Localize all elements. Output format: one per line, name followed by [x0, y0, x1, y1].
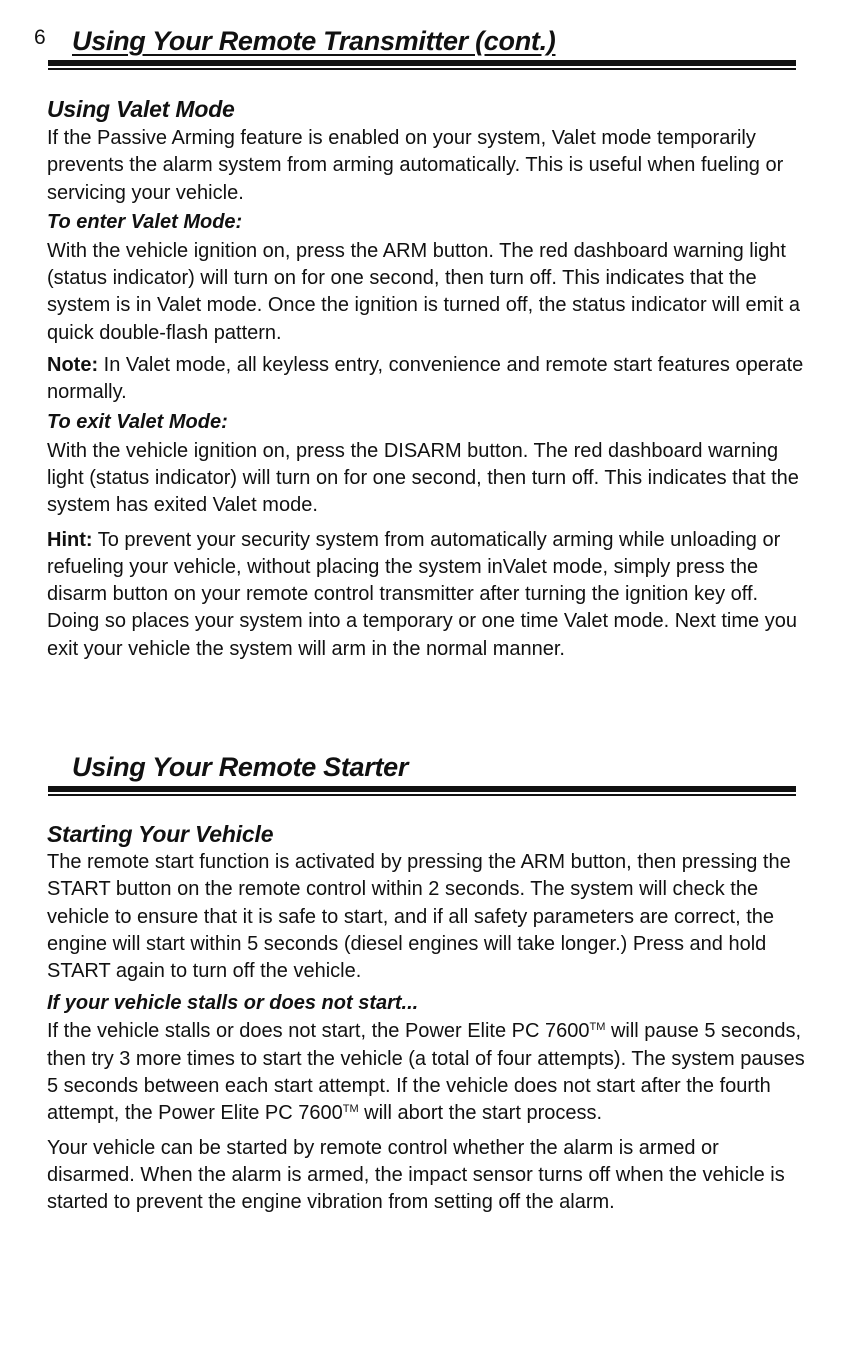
hint-label: Hint:: [47, 528, 93, 551]
stall-text-part-3: will abort the start process.: [358, 1102, 603, 1125]
note-text: In Valet mode, all keyless entry, convenience and remote start features operate normally.: [47, 354, 804, 404]
valet-intro: If the Passive Arming feature is enabled on your system, Valet mode temporarily prevents the alarm system from arming automatically. This is useful when fueling or servicing your vehicle.: [47, 127, 784, 204]
armed-text: Your vehicle can be started by remote control whether the alarm is armed or disarmed. When the alarm is armed, the impact sensor turns off when the vehicle is started to prevent the engine vibration from setting off the alarm.: [47, 1136, 785, 1214]
page-title: Using Your Remote Transmitter (cont.): [72, 26, 556, 56]
note-paragraph: [47, 352, 807, 407]
hint-text: To prevent your security system from automatically arming while unloading or refueling your vehicle, without placing the system inValet mode, simply press the disarm button on your remote control transmitter after turning the ignition key off. Doing so places your system into a temporary or one time Valet mode. Next time you exit your vehicle the system will arm in the normal manner.: [47, 528, 797, 660]
trademark-mark: TM: [342, 1103, 359, 1116]
enter-valet-text: With the vehicle ignition on, press the ARM button. The red dashboard warning light (status indicator) will turn on for one second, then turn off. This indicates that the system is in Valet mode. Once the ignition is turned off, the status indicator will emit a quick double-flash pattern.: [47, 239, 800, 344]
trademark-mark: TM: [589, 1021, 606, 1034]
valet-heading: Using Valet Mode: [47, 96, 235, 122]
starter-section: [47, 821, 807, 1217]
starting-heading: Starting Your Vehicle: [47, 821, 274, 847]
start-text: The remote start function is activated by pressing the ARM button, then pressing the START button on the remote control within 2 seconds. The system will check the vehicle to ensure that it is safe to start, and if all safety parameters are correct, the engine will start within 5 seconds (diesel engines will take longer.) Press and hold START again to turn off the vehicle.: [47, 851, 791, 983]
note-label: Note:: [47, 354, 99, 377]
section-rule: [48, 786, 796, 796]
enter-valet-heading: To enter Valet Mode:: [47, 210, 243, 233]
stall-text-part-2: will pause 5 seconds, then try 3 more times to start the vehicle (a total of four attempts). The system pauses 5 seconds between each start attempt. If the vehicle does not start after the fourth attempt, the Power Elite PC 7600: [47, 1020, 805, 1125]
stall-text-part-1: If the vehicle stalls or does not start, the Power Elite PC 7600: [47, 1020, 590, 1043]
remote-starter-title: Using Your Remote Starter: [72, 752, 409, 782]
exit-valet-heading: To exit Valet Mode:: [47, 410, 228, 433]
valet-section: [47, 96, 807, 663]
exit-valet-text: With the vehicle ignition on, press the DISARM button. The red dashboard warning light (status indicator) will turn on for one second, then turn off. This indicates that the system has exited Valet mode.: [47, 439, 799, 517]
stall-text: [47, 1018, 807, 1127]
hint-paragraph: [47, 527, 807, 663]
page-number: 6: [34, 26, 46, 49]
title-rule: [48, 60, 796, 70]
stall-heading: If your vehicle stalls or does not start...: [47, 992, 419, 1015]
